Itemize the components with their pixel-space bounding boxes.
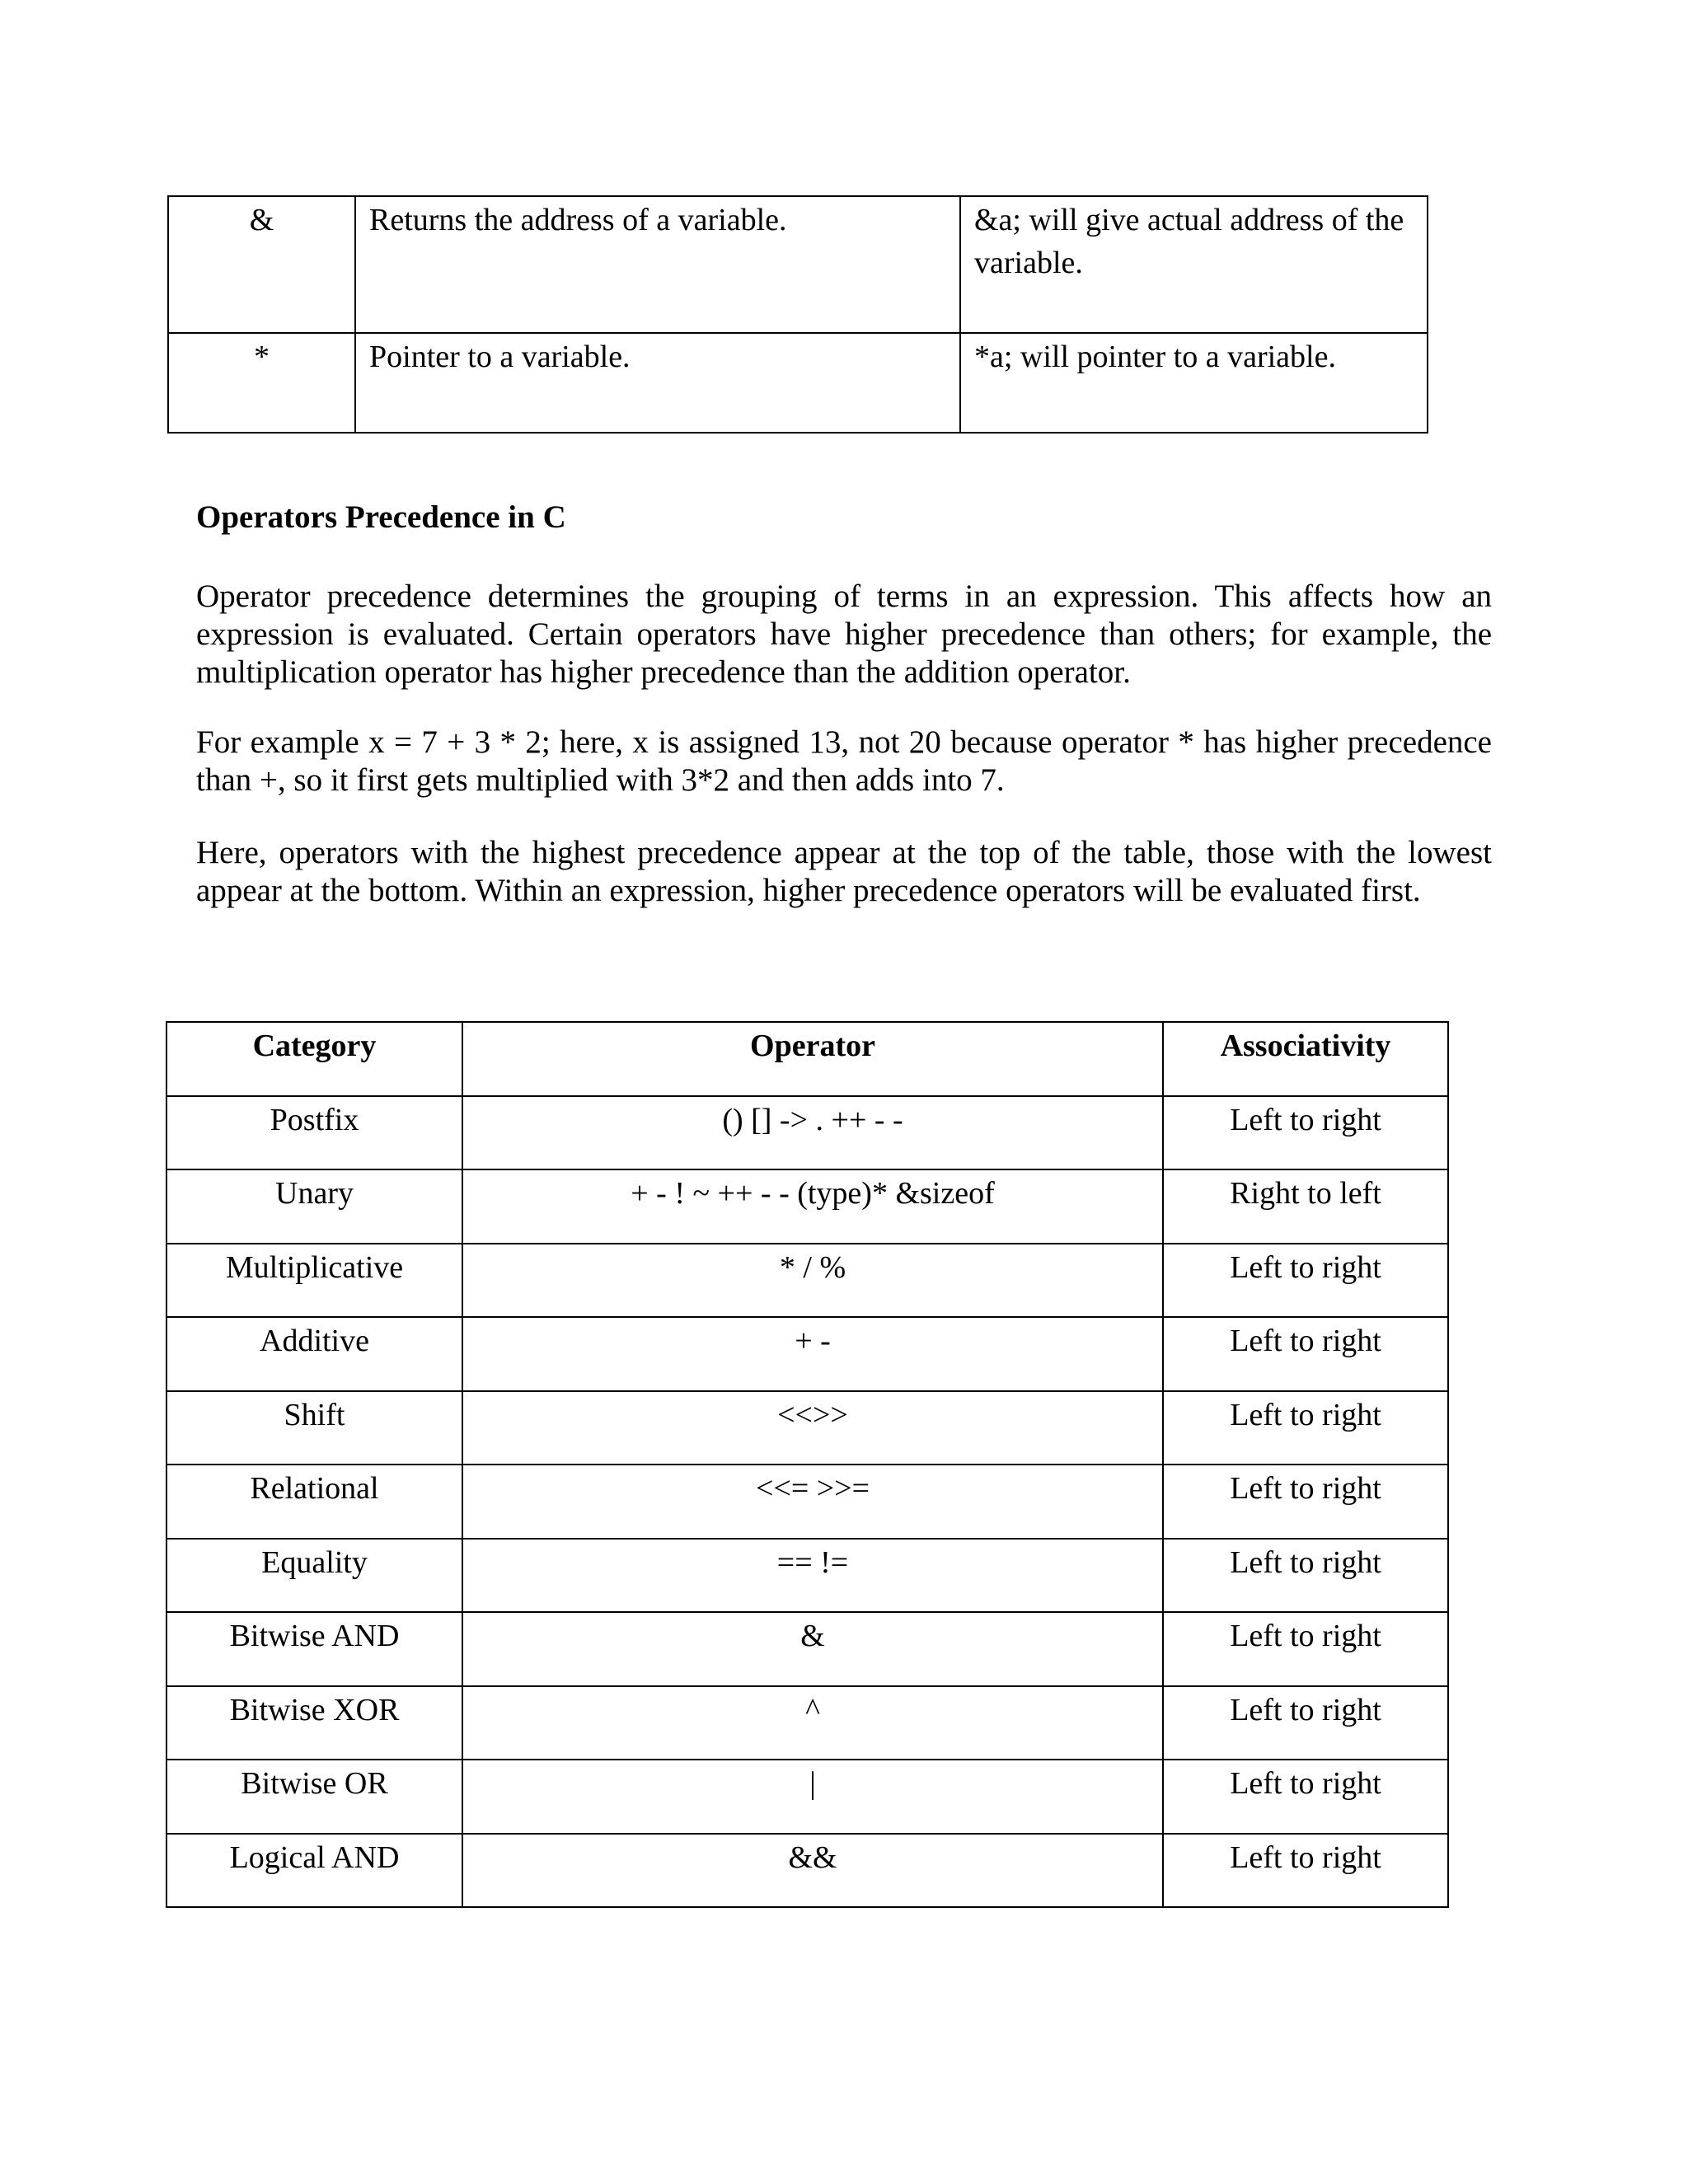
operator-cell: | bbox=[462, 1760, 1163, 1834]
associativity-cell: Left to right bbox=[1163, 1244, 1448, 1318]
category-cell: Postfix bbox=[166, 1096, 462, 1170]
header-operator: Operator bbox=[462, 1022, 1163, 1096]
associativity-cell: Left to right bbox=[1163, 1317, 1448, 1391]
category-cell: Bitwise AND bbox=[166, 1612, 462, 1686]
table-row bbox=[166, 1244, 1448, 1318]
associativity-cell: Left to right bbox=[1163, 1539, 1448, 1613]
table-row bbox=[166, 1539, 1448, 1613]
operator-cell: + - bbox=[462, 1317, 1163, 1391]
paragraph: For example x = 7 + 3 * 2; here, x is assigned 13, not 20 because operator * has higher precedence than +, so it first gets multiplied with 3*2 and then adds into 7. bbox=[196, 724, 1492, 798]
category-cell: Additive bbox=[166, 1317, 462, 1391]
table-row bbox=[166, 1169, 1448, 1244]
paragraph: Operator precedence determines the grouping of terms in an expression. This affects how an expression is evaluated. Certain operators have higher precedence than others; for example, the multiplication operator has higher precedence than the addition operator. bbox=[196, 579, 1492, 690]
description-cell: Returns the address of a variable. bbox=[355, 196, 960, 333]
operator-cell: () [] -> . ++ - - bbox=[462, 1096, 1163, 1170]
category-cell: Equality bbox=[166, 1539, 462, 1613]
operator-cell: ^ bbox=[462, 1686, 1163, 1760]
paragraph: Here, operators with the highest precedence appear at the top of the table, those with the lowest appear at the bottom. Within an expression, higher precedence operators will be evaluated first. bbox=[196, 835, 1492, 908]
operator-cell: <<>> bbox=[462, 1391, 1163, 1465]
associativity-cell: Left to right bbox=[1163, 1465, 1448, 1539]
operator-cell: == != bbox=[462, 1539, 1163, 1613]
example-cell: *a; will pointer to a variable. bbox=[960, 333, 1428, 433]
precedence-table bbox=[166, 1021, 1449, 1908]
operator-cell: && bbox=[462, 1834, 1163, 1908]
table-header-row bbox=[166, 1022, 1448, 1096]
table-row bbox=[166, 1391, 1448, 1465]
associativity-cell: Left to right bbox=[1163, 1760, 1448, 1834]
operator-cell: * bbox=[168, 333, 355, 433]
header-category: Category bbox=[166, 1022, 462, 1096]
category-cell: Bitwise OR bbox=[166, 1760, 462, 1834]
table-row bbox=[166, 1465, 1448, 1539]
operator-cell: & bbox=[462, 1612, 1163, 1686]
category-cell: Bitwise XOR bbox=[166, 1686, 462, 1760]
description-cell: Pointer to a variable. bbox=[355, 333, 960, 433]
associativity-cell: Left to right bbox=[1163, 1391, 1448, 1465]
associativity-cell: Left to right bbox=[1163, 1096, 1448, 1170]
table-row bbox=[168, 333, 1428, 433]
category-cell: Relational bbox=[166, 1465, 462, 1539]
table-row bbox=[168, 196, 1428, 333]
associativity-cell: Left to right bbox=[1163, 1834, 1448, 1908]
header-associativity: Associativity bbox=[1163, 1022, 1448, 1096]
table-row bbox=[166, 1760, 1448, 1834]
operator-cell: + - ! ~ ++ - - (type)* &sizeof bbox=[462, 1169, 1163, 1244]
associativity-cell: Right to left bbox=[1163, 1169, 1448, 1244]
associativity-cell: Left to right bbox=[1163, 1686, 1448, 1760]
category-cell: Unary bbox=[166, 1169, 462, 1244]
operator-cell: * / % bbox=[462, 1244, 1163, 1318]
associativity-cell: Left to right bbox=[1163, 1612, 1448, 1686]
operator-cell: & bbox=[168, 196, 355, 333]
category-cell: Shift bbox=[166, 1391, 462, 1465]
table-row bbox=[166, 1096, 1448, 1170]
category-cell: Logical AND bbox=[166, 1834, 462, 1908]
section-heading: Operators Precedence in C bbox=[196, 499, 566, 535]
table-row bbox=[166, 1686, 1448, 1760]
example-cell: &a; will give actual address of the variable. bbox=[960, 196, 1428, 333]
table-row bbox=[166, 1834, 1448, 1908]
table-row bbox=[166, 1317, 1448, 1391]
operator-cell: <<= >>= bbox=[462, 1465, 1163, 1539]
pointer-operators-table bbox=[167, 195, 1428, 434]
table-row bbox=[166, 1612, 1448, 1686]
category-cell: Multiplicative bbox=[166, 1244, 462, 1318]
